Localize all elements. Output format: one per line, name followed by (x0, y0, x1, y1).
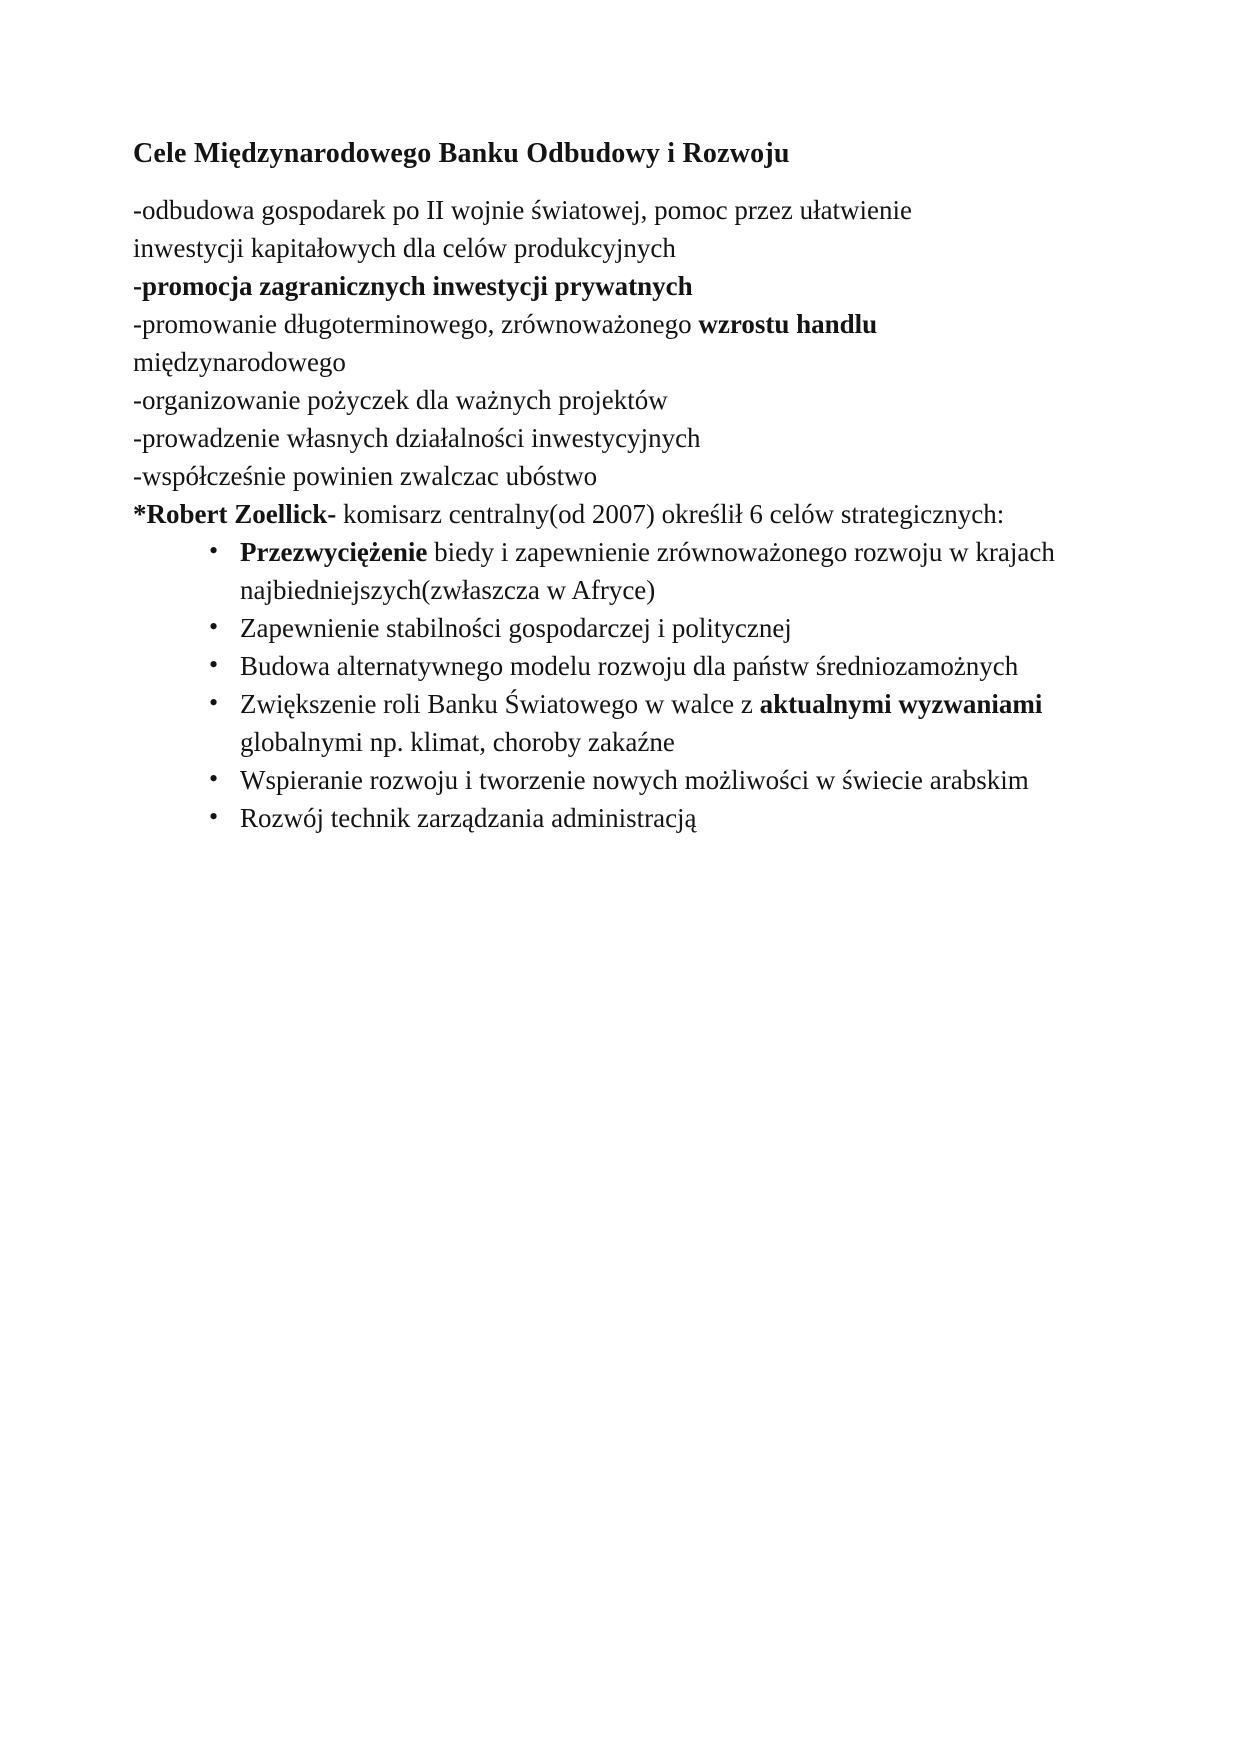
text-segment: Budowa alternatywnego modelu rozwoju dla państw średniozamożnych (240, 651, 1019, 681)
list-item (133, 533, 1095, 609)
text-segment: -promocja zagranicznych inwestycji prywatnych (133, 271, 693, 301)
document-content (133, 134, 1095, 837)
list-item (133, 799, 1095, 837)
text-segment: -odbudowa gospodarek po II wojnie światowej, pomoc przez ułatwienie (133, 195, 913, 225)
text-segment: Zwiększenie roli Banku Światowego w walce z (240, 689, 760, 719)
text-line (133, 495, 1095, 533)
text-line (133, 457, 1095, 495)
text-segment: aktualnymi wyzwaniami (759, 689, 1043, 719)
text-segment: Rozwój technik zarządzania administracją (240, 803, 697, 833)
list-item (133, 761, 1095, 799)
text-line (133, 381, 1095, 419)
text-segment: -współcześnie powinien zwalczac ubóstwo (133, 461, 598, 491)
text-segment: międzynarodowego (133, 347, 346, 377)
document-title: Cele Międzynarodowego Banku Odbudowy i Rozwoju (133, 138, 790, 169)
text-line (133, 229, 1095, 267)
text-line (133, 343, 1095, 381)
text-segment: globalnymi np. klimat, choroby zakaźne (240, 727, 675, 757)
text-segment: *Robert Zoellick- (133, 499, 337, 529)
list-item (133, 685, 1095, 761)
bullet-list (133, 533, 1095, 837)
text-line (133, 419, 1095, 457)
text-segment: wzrostu handlu (698, 309, 878, 339)
text-segment: inwestycji kapitałowych dla celów produkcyjnych (133, 233, 676, 263)
text-segment: -organizowanie pożyczek dla ważnych projektów (133, 385, 668, 415)
text-segment: -prowadzenie własnych działalności inwestycyjnych (133, 423, 701, 453)
list-item (133, 609, 1095, 647)
text-line (133, 305, 1095, 343)
text-line (133, 191, 1095, 229)
text-segment: Przezwyciężenie (240, 537, 428, 567)
text-segment: Zapewnienie stabilności gospodarczej i politycznej (240, 613, 792, 643)
list-item (133, 647, 1095, 685)
text-segment: komisarz centralny(od 2007) określił 6 celów strategicznych: (336, 499, 1005, 529)
text-segment: -promowanie długoterminowego, zrównoważonego (133, 309, 699, 339)
text-segment: biedy i zapewnienie zrównoważonego rozwoju w krajach najbiedniejszych(zwłaszcza w Afryce) (240, 537, 1055, 605)
text-segment: Wspieranie rozwoju i tworzenie nowych możliwości w świecie arabskim (240, 765, 1029, 795)
text-line (133, 267, 1095, 305)
